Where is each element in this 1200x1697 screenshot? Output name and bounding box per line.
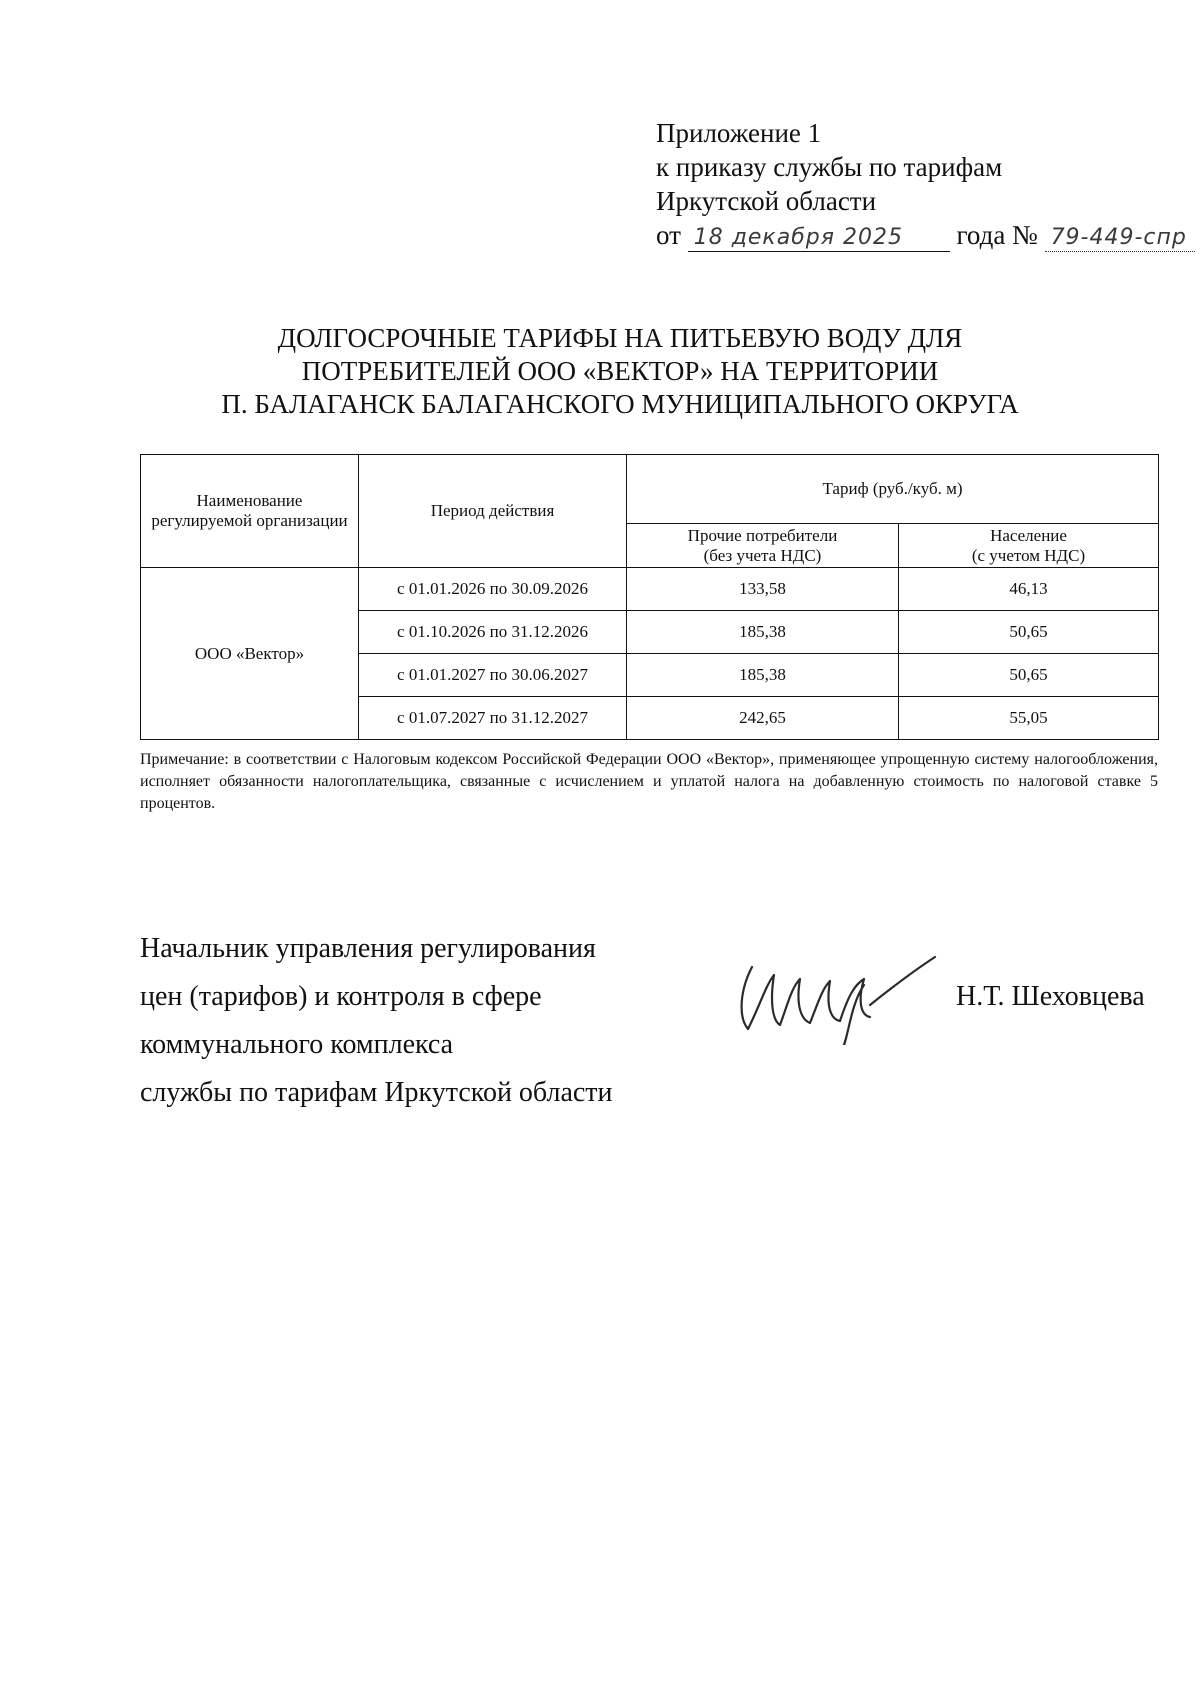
signer-name: Н.Т. Шеховцева <box>956 981 1145 1012</box>
header-population <box>899 524 1159 568</box>
from-label: от <box>656 220 681 250</box>
organization-cell: ООО «Вектор» <box>141 568 359 740</box>
other-tariff-cell: 242,65 <box>627 697 899 740</box>
header-other-consumers <box>627 524 899 568</box>
signer-position-line-4: службы по тарифам Иркутской области <box>140 1077 613 1108</box>
population-tariff-cell: 50,65 <box>899 611 1159 654</box>
title-line-1: ДОЛГОСРОЧНЫЕ ТАРИФЫ НА ПИТЬЕВУЮ ВОДУ ДЛЯ <box>277 323 963 353</box>
signer-position-line-3: коммунального комплекса <box>140 1029 454 1060</box>
period-cell: с 01.01.2027 по 30.06.2027 <box>359 654 627 697</box>
appendix-header <box>656 116 1187 252</box>
header-org: Наименование регулируемой организации <box>141 455 359 568</box>
population-tariff-cell: 50,65 <box>899 654 1159 697</box>
year-label: года № <box>956 220 1038 250</box>
title-line-2: ПОТРЕБИТЕЛЕЙ ООО «ВЕКТОР» НА ТЕРРИТОРИИ <box>301 356 939 386</box>
appendix-date-line <box>656 218 1187 252</box>
header-tariff: Тариф (руб./куб. м) <box>627 455 1159 524</box>
header-other-line-2: (без учета НДС) <box>703 545 822 565</box>
signer-position <box>140 913 700 1129</box>
header-population-line-2: (с учетом НДС) <box>971 545 1086 565</box>
handwritten-signature <box>730 945 940 1045</box>
period-cell: с 01.10.2026 по 31.12.2026 <box>359 611 627 654</box>
appendix-line-3: Иркутской области <box>656 186 877 216</box>
table-row <box>141 568 1159 611</box>
title-line-3: П. БАЛАГАНСК БАЛАГАНСКОГО МУНИЦИПАЛЬНОГО ОКРУГА <box>221 389 1019 419</box>
handwritten-date: 18 декабря 2025 <box>688 225 950 252</box>
handwritten-order-number: 79-449-спр <box>1045 225 1195 252</box>
period-cell: с 01.07.2027 по 31.12.2027 <box>359 697 627 740</box>
other-tariff-cell: 185,38 <box>627 654 899 697</box>
other-tariff-cell: 185,38 <box>627 611 899 654</box>
header-population-line-1: Население <box>990 525 1067 545</box>
header-other-line-1: Прочие потребители <box>687 525 838 545</box>
population-tariff-cell: 55,05 <box>899 697 1159 740</box>
header-period: Период действия <box>359 455 627 568</box>
table-note: Примечание: в соответствии с Налоговым кодексом Российской Федерации ООО «Вектор», применяющее упрощенную систему налогообложения, исполняет обязанности налогоплательщика, связанные с исчислением и уплатой налога на добавленную стоимость по налоговой ставке 5 процентов. <box>140 751 1158 812</box>
header-row-1 <box>141 455 1159 524</box>
other-tariff-cell: 133,58 <box>627 568 899 611</box>
document-title <box>200 322 1040 421</box>
signer-position-line-2: цен (тарифов) и контроля в сфере <box>140 981 542 1012</box>
population-tariff-cell: 46,13 <box>899 568 1159 611</box>
tariff-table <box>140 454 1159 740</box>
period-cell: с 01.01.2026 по 30.09.2026 <box>359 568 627 611</box>
appendix-line-1: Приложение 1 <box>656 118 822 148</box>
appendix-line-2: к приказу службы по тарифам <box>656 152 1003 182</box>
signer-position-line-1: Начальник управления регулирования <box>140 933 596 964</box>
